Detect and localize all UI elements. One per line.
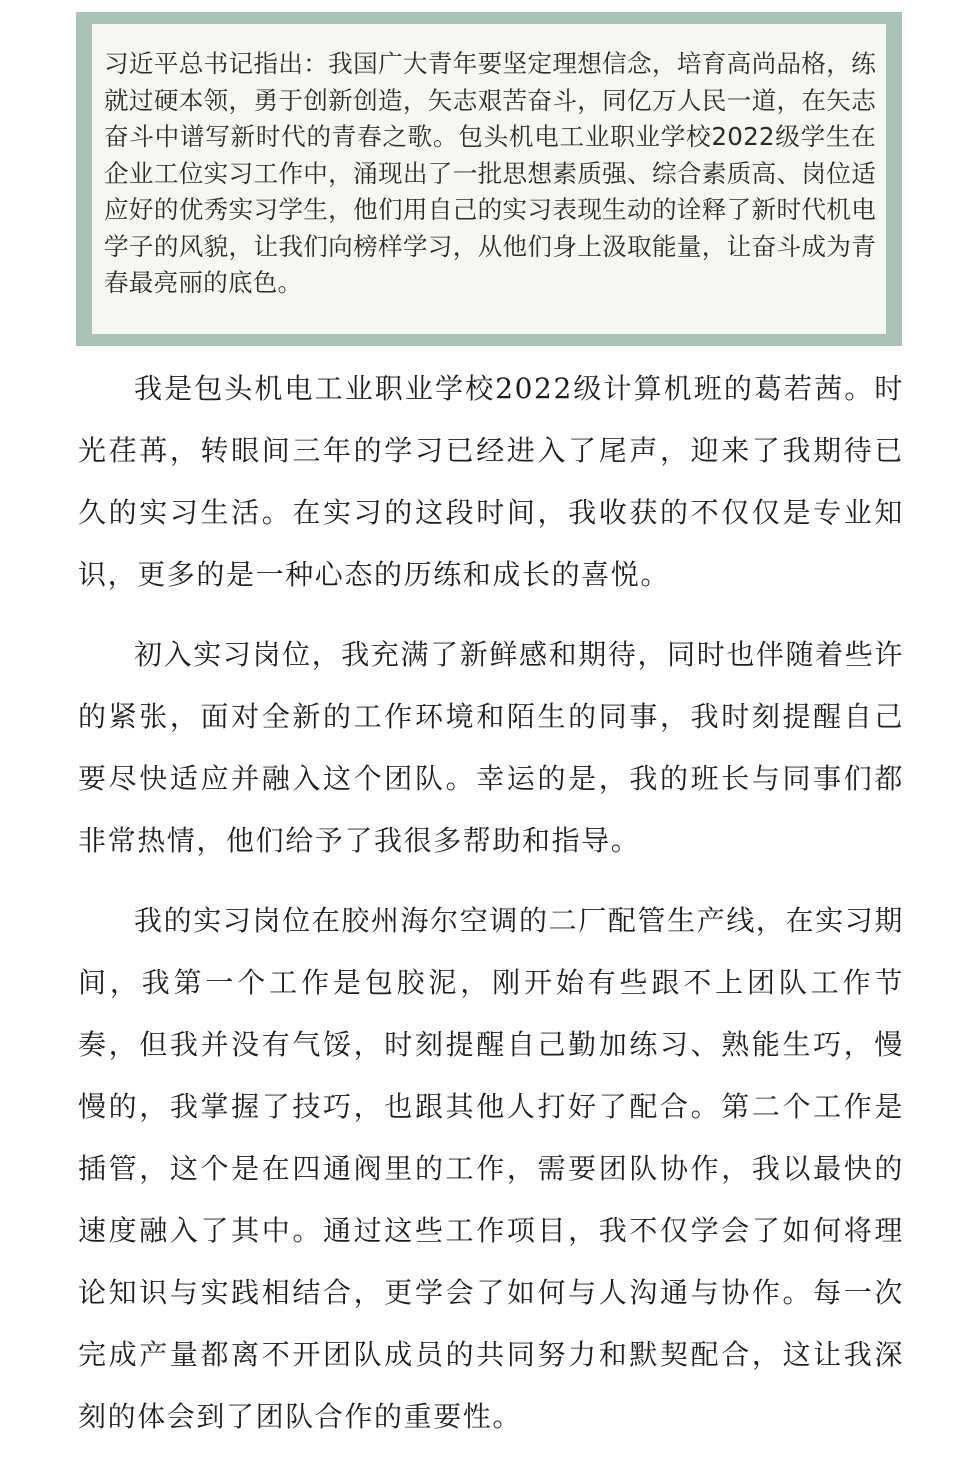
quote-box — [76, 12, 902, 346]
paragraph-intro: 我是包头机电工业职业学校2022级计算机班的葛若茜。时光荏苒，转眼间三年的学习已经进入了尾声，迎来了我期待已久的实习生活。在实习的这段时间，我收获的不仅仅是专业知识，更多的是一种心态的历练和成长的喜悦。 — [78, 372, 904, 591]
quote-inner-panel — [92, 24, 886, 334]
article-body — [78, 358, 904, 1466]
paragraph-first-days: 初入实习岗位，我充满了新鲜感和期待，同时也伴随着些许的紧张，面对全新的工作环境和陌生的同事，我时刻提醒自己要尽快适应并融入这个团队。幸运的是，我的班长与同事们都非常热情，他们给予了我很多帮助和指导。 — [78, 638, 904, 857]
quote-text: 习近平总书记指出：我国广大青年要坚定理想信念，培育高尚品格，练就过硬本领，勇于创新创造，矢志艰苦奋斗，同亿万人民一道，在矢志奋斗中谱写新时代的青春之歌。包头机电工业职业学校2022级学生在企业工位实习工作中，涌现出了一批思想素质强、综合素质高、岗位适应好的优秀实习学生，他们用自己的实习表现生动的诠释了新时代机电学子的风貌，让我们向榜样学习，从他们身上汲取能量，让奋斗成为青春最亮丽的底色。 — [104, 49, 876, 297]
paragraph-work-experience: 我的实习岗位在胶州海尔空调的二厂配管生产线，在实习期间，我第一个工作是包胶泥，刚开始有些跟不上团队工作节奏，但我并没有气馁，时刻提醒自己勤加练习、熟能生巧，慢慢的，我掌握了技巧，也跟其他人打好了配合。第二个工作是插管，这个是在四通阀里的工作，需要团队协作，我以最快的速度融入了其中。通过这些工作项目，我不仅学会了如何将理论知识与实践相结合，更学会了如何与人沟通与协作。每一次完成产量都离不开团队成员的共同努力和默契配合，这让我深刻的体会到了团队合作的重要性。 — [78, 904, 904, 1433]
